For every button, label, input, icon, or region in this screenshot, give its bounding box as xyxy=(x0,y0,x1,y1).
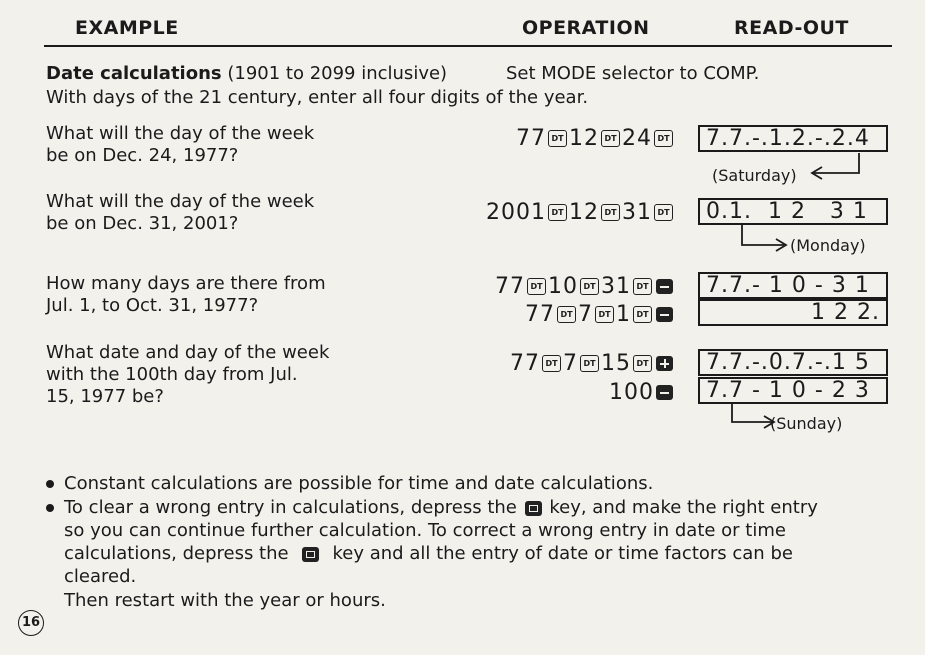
dt-key-icon: DT xyxy=(527,278,546,295)
note-2-text-a: To clear a wrong entry in calculations, depress the xyxy=(64,497,517,518)
dt-key-icon: DT xyxy=(557,306,576,323)
bullet-icon xyxy=(46,504,54,512)
intro-line-2: With days of the 21 century, enter all four digits of the year. xyxy=(46,87,589,108)
op-digits: 77 xyxy=(516,126,546,151)
example-2-q2: be on Dec. 31, 2001? xyxy=(46,213,239,234)
note-2-line-1 xyxy=(46,496,818,520)
example-4-q3: 15, 1977 be? xyxy=(46,386,164,407)
example-2-operation xyxy=(486,200,675,225)
op-digits: 100 xyxy=(609,380,654,405)
example-4-operation-1 xyxy=(510,351,675,376)
dt-key-icon: DT xyxy=(633,278,652,295)
note-1 xyxy=(46,472,653,496)
example-3-q1: How many days are there from xyxy=(46,273,326,294)
arrow-right-icon xyxy=(740,225,790,257)
op-digits: 24 xyxy=(622,126,652,151)
note-3: Then restart with the year or hours. xyxy=(64,590,386,611)
note-2-line-4: cleared. xyxy=(64,566,137,587)
example-3-readout-1: 7.7.- 1 0 - 3 1 xyxy=(698,272,888,299)
op-digits: 77 xyxy=(510,351,540,376)
example-4-readout-1: 7.7.-.0.7.-.1 5 xyxy=(698,349,888,376)
op-digits: 12 xyxy=(569,126,599,151)
op-digits: 10 xyxy=(548,274,578,299)
note-2-line-3 xyxy=(64,542,793,566)
example-1-operation xyxy=(516,126,675,151)
op-digits: 31 xyxy=(622,200,652,225)
dt-key-icon: DT xyxy=(601,130,620,147)
op-digits: 2001 xyxy=(486,200,546,225)
example-3-operation-1 xyxy=(495,274,675,299)
example-4-day: (Sunday) xyxy=(770,414,843,433)
dt-key-icon: DT xyxy=(654,204,673,221)
dt-key-icon: DT xyxy=(633,355,652,372)
example-1-q1: What will the day of the week xyxy=(46,123,315,144)
example-1-q2: be on Dec. 24, 1977? xyxy=(46,145,239,166)
example-1-question xyxy=(46,123,314,167)
dt-key-icon: DT xyxy=(580,278,599,295)
note-2-text-b: key, and make the right entry xyxy=(549,497,818,518)
plus-key-icon xyxy=(656,356,673,371)
clear-key-icon xyxy=(302,547,319,562)
example-2-q1: What will the day of the week xyxy=(46,191,315,212)
minus-key-icon xyxy=(656,307,673,322)
op-digits: 12 xyxy=(569,200,599,225)
example-3-readout-2: 1 2 2. xyxy=(698,299,888,326)
header-readout: READ-OUT xyxy=(734,17,849,39)
op-digits: 7 xyxy=(563,351,578,376)
example-1-readout: 7.7.-.1.2.-.2.4 xyxy=(698,125,888,152)
op-digits: 77 xyxy=(525,302,555,327)
minus-key-icon xyxy=(656,279,673,294)
header-rule xyxy=(44,45,892,47)
dt-key-icon: DT xyxy=(595,306,614,323)
example-1-day: (Saturday) xyxy=(712,166,797,185)
header-example: EXAMPLE xyxy=(75,17,179,39)
note-2-text-e: key and all the entry of date or time factors can be xyxy=(332,543,793,564)
op-digits: 31 xyxy=(601,274,631,299)
dt-key-icon: DT xyxy=(633,306,652,323)
example-4-question xyxy=(46,342,329,408)
dt-key-icon: DT xyxy=(580,355,599,372)
example-4-q1: What date and day of the week xyxy=(46,342,330,363)
example-2-readout: 0.1. 1 2 3 1 xyxy=(698,198,888,225)
example-3-q2: Jul. 1, to Oct. 31, 1977? xyxy=(46,295,259,316)
bullet-icon xyxy=(46,480,54,488)
note-2-line-2: so you can continue further calculation. To correct a wrong entry in date or time xyxy=(64,520,786,541)
page-number: 16 xyxy=(18,610,44,636)
dt-key-icon: DT xyxy=(601,204,620,221)
header-operation: OPERATION xyxy=(522,17,650,39)
dt-key-icon: DT xyxy=(654,130,673,147)
note-2-text-d: calculations, depress the xyxy=(64,543,289,564)
example-2-question xyxy=(46,191,314,235)
example-4-operation-2 xyxy=(609,380,675,405)
op-digits: 15 xyxy=(601,351,631,376)
example-3-question xyxy=(46,273,326,317)
note-1-text: Constant calculations are possible for time and date calculations. xyxy=(64,473,654,494)
example-4-readout-2: 7.7 - 1 0 - 2 3 xyxy=(698,377,888,404)
op-digits: 77 xyxy=(495,274,525,299)
intro-line-1 xyxy=(46,62,447,85)
op-digits: 7 xyxy=(578,302,593,327)
minus-key-icon xyxy=(656,385,673,400)
arrow-left-icon xyxy=(806,151,866,183)
intro-mode: Set MODE selector to COMP. xyxy=(506,63,760,84)
example-3-operation-2 xyxy=(525,302,675,327)
example-4-q2: with the 100th day from Jul. xyxy=(46,364,298,385)
clear-key-icon xyxy=(525,501,542,516)
dt-key-icon: DT xyxy=(548,130,567,147)
dt-key-icon: DT xyxy=(548,204,567,221)
intro-bold: Date calculations xyxy=(46,63,222,84)
dt-key-icon: DT xyxy=(542,355,561,372)
example-2-day: (Monday) xyxy=(790,236,866,255)
op-digits: 1 xyxy=(616,302,631,327)
intro-range: (1901 to 2099 inclusive) xyxy=(221,63,448,84)
